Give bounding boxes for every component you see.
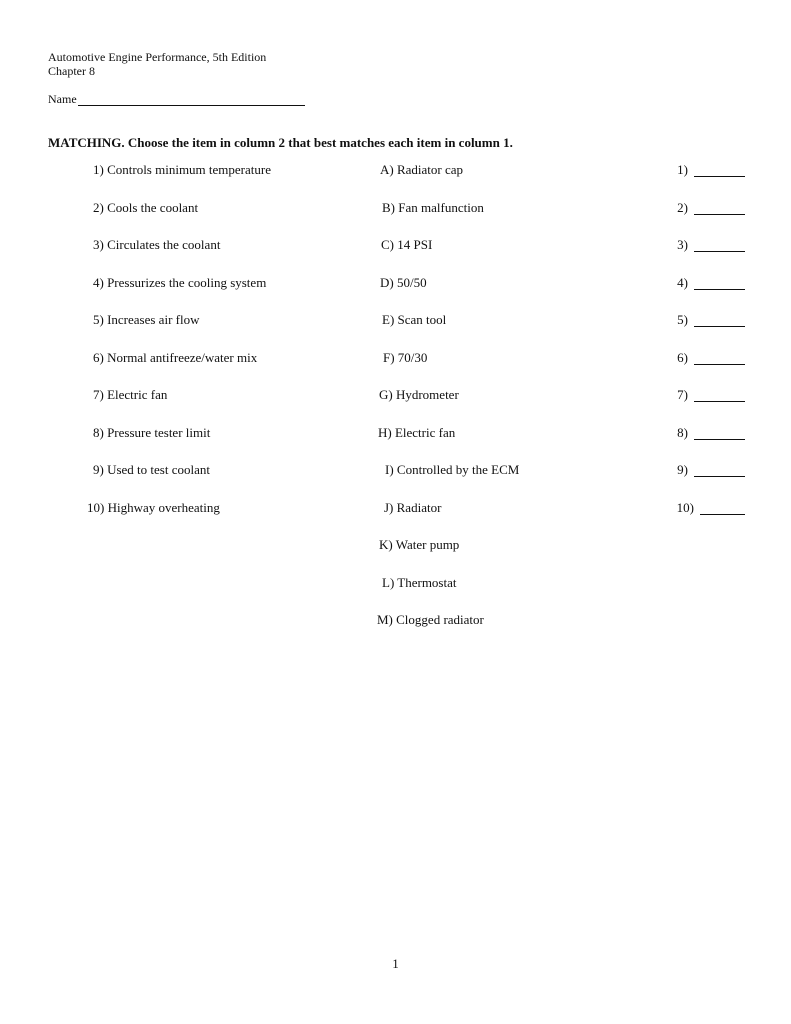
- col1-item: 5) Increases air flow: [93, 312, 200, 327]
- col2-item: D) 50/50: [380, 275, 427, 290]
- col2-item: F) 70/30: [383, 350, 428, 365]
- answer-number: 4): [677, 275, 688, 290]
- col1-item: 10) Highway overheating: [87, 500, 220, 515]
- answer-number: 8): [677, 425, 688, 440]
- answer-blank[interactable]: [694, 289, 745, 290]
- col2-item: J) Radiator: [384, 500, 442, 515]
- col2-item: K) Water pump: [379, 537, 460, 552]
- name-field: [48, 92, 305, 106]
- answer-number: 2): [677, 200, 688, 215]
- answer-blank[interactable]: [694, 439, 745, 440]
- col1-item: 4) Pressurizes the cooling system: [93, 275, 267, 290]
- answer-blank[interactable]: [694, 251, 745, 252]
- name-label: Name: [48, 92, 77, 106]
- col2-item: M) Clogged radiator: [377, 612, 484, 627]
- answer-blank[interactable]: [694, 401, 745, 402]
- col2-item: E) Scan tool: [382, 312, 447, 327]
- col2-item: B) Fan malfunction: [382, 200, 484, 215]
- col1-item: 8) Pressure tester limit: [93, 425, 211, 440]
- page-number: 1: [392, 956, 399, 971]
- col1-item: 7) Electric fan: [93, 387, 168, 402]
- answer-number: 10): [676, 500, 694, 515]
- book-title: Automotive Engine Performance, 5th Edition: [48, 50, 267, 64]
- col2-item: A) Radiator cap: [380, 162, 464, 177]
- col2-item: I) Controlled by the ECM: [385, 462, 520, 477]
- col1-item: 6) Normal antifreeze/water mix: [93, 350, 258, 365]
- answer-number: 7): [677, 387, 688, 402]
- col1-item: 9) Used to test coolant: [93, 462, 210, 477]
- answer-blank[interactable]: [694, 326, 745, 327]
- col2-item: C) 14 PSI: [381, 237, 433, 252]
- answer-blank[interactable]: [700, 514, 745, 515]
- col2-item: H) Electric fan: [378, 425, 456, 440]
- col2-item: G) Hydrometer: [379, 387, 459, 402]
- col1-item: 3) Circulates the coolant: [93, 237, 221, 252]
- answer-number: 1): [677, 162, 688, 177]
- answer-blank[interactable]: [694, 364, 745, 365]
- chapter-label: Chapter 8: [48, 64, 95, 78]
- col1-item: 2) Cools the coolant: [93, 200, 199, 215]
- answer-blank[interactable]: [694, 476, 745, 477]
- answer-number: 6): [677, 350, 688, 365]
- col1-item: 1) Controls minimum temperature: [93, 162, 271, 177]
- matching-instructions: MATCHING. Choose the item in column 2 that best matches each item in column 1.: [48, 135, 513, 150]
- answer-number: 5): [677, 312, 688, 327]
- answer-blank[interactable]: [694, 176, 745, 177]
- answer-number: 3): [677, 237, 688, 252]
- name-blank-line[interactable]: [78, 93, 305, 106]
- answer-blank[interactable]: [694, 214, 745, 215]
- col2-item: L) Thermostat: [382, 575, 457, 590]
- answer-number: 9): [677, 462, 688, 477]
